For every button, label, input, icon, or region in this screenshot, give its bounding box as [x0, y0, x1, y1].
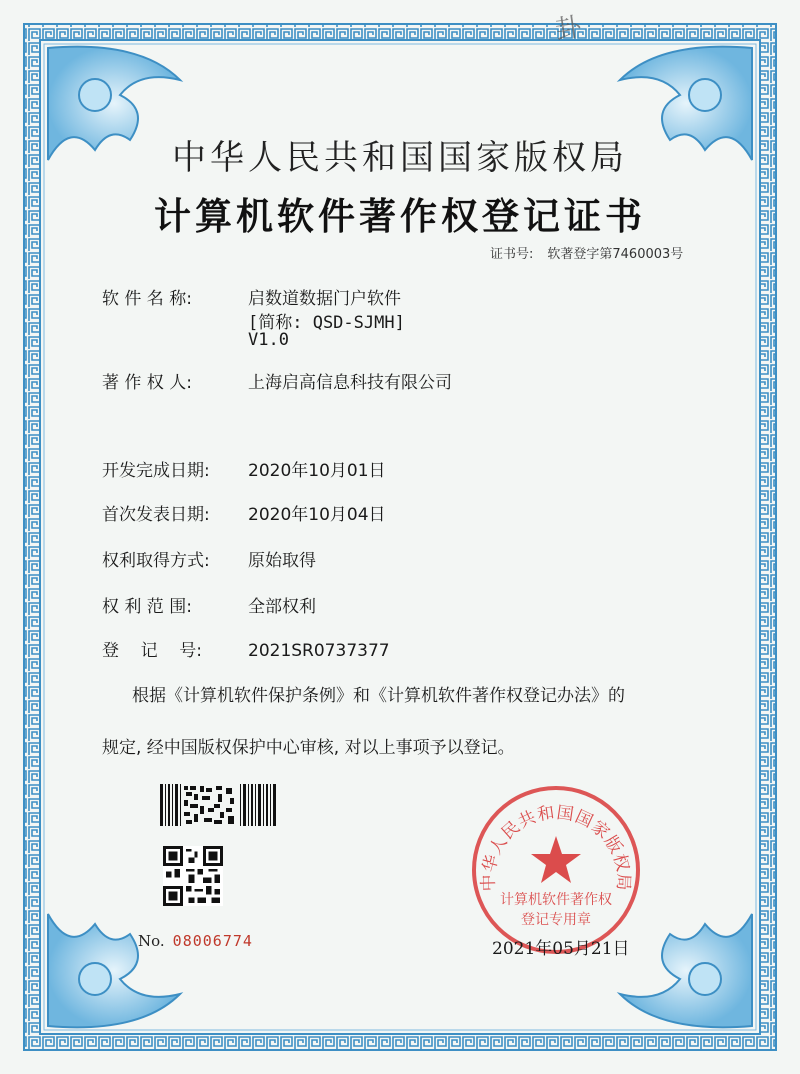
seal-inner-line-1: 计算机软件著作权	[500, 892, 612, 908]
star-icon	[531, 836, 581, 883]
statement-line-2: 规定, 经中国版权保护中心审核, 对以上事项予以登记。	[102, 738, 515, 758]
field-software-name	[102, 284, 401, 309]
field-rights-scope	[102, 592, 316, 617]
field-value: 全部权利	[248, 597, 316, 617]
field-value: 启数道数据门户软件	[248, 289, 401, 309]
serial-number-value: 08006774	[172, 932, 253, 950]
software-version: V1.0	[248, 330, 289, 350]
field-value: 2020年10月01日	[248, 461, 386, 481]
field-label: 权利取得方式:	[102, 551, 210, 571]
field-publication-date	[102, 500, 386, 525]
issue-date: 2021年05月21日	[492, 939, 630, 959]
barcode	[160, 784, 276, 826]
seal-ring-text: 中华人民共和国国家版权局	[478, 802, 634, 892]
certificate-number	[490, 243, 683, 262]
official-seal	[470, 784, 642, 956]
field-label: 首次发表日期:	[102, 505, 210, 525]
field-value: 原始取得	[248, 551, 316, 571]
field-label: 软 件 名 称:	[102, 289, 192, 309]
serial-number	[138, 932, 253, 950]
field-value: 2020年10月04日	[248, 505, 386, 525]
certificate-number-label: 证书号:	[490, 247, 534, 262]
field-value: 2021SR0737377	[248, 641, 390, 661]
field-label: 开发完成日期:	[102, 461, 210, 481]
pencil-annotation: 卦	[553, 12, 584, 46]
certificate-title: 计算机软件著作权登记证书	[154, 195, 646, 238]
software-short-name: [简称: QSD-SJMH]	[248, 313, 405, 333]
field-value: 上海启高信息科技有限公司	[248, 373, 452, 393]
seal-inner-line-2: 登记专用章	[521, 912, 591, 928]
field-label: 著 作 权 人:	[102, 373, 192, 393]
field-label: 登 记 号:	[102, 641, 202, 661]
issuer-title: 中华人民共和国国家版权局	[172, 138, 628, 178]
field-registration-number	[102, 636, 390, 661]
serial-number-label: No.	[138, 932, 165, 950]
certificate-number-value: 软著登字第7460003号	[547, 247, 684, 262]
qr-code	[163, 846, 223, 906]
statement-line-1: 根据《计算机软件保护条例》和《计算机软件著作权登记办法》的	[132, 686, 625, 706]
field-development-date	[102, 456, 386, 481]
field-label: 权 利 范 围:	[102, 597, 192, 617]
field-acquisition-method	[102, 546, 316, 571]
field-copyright-owner	[102, 368, 452, 393]
